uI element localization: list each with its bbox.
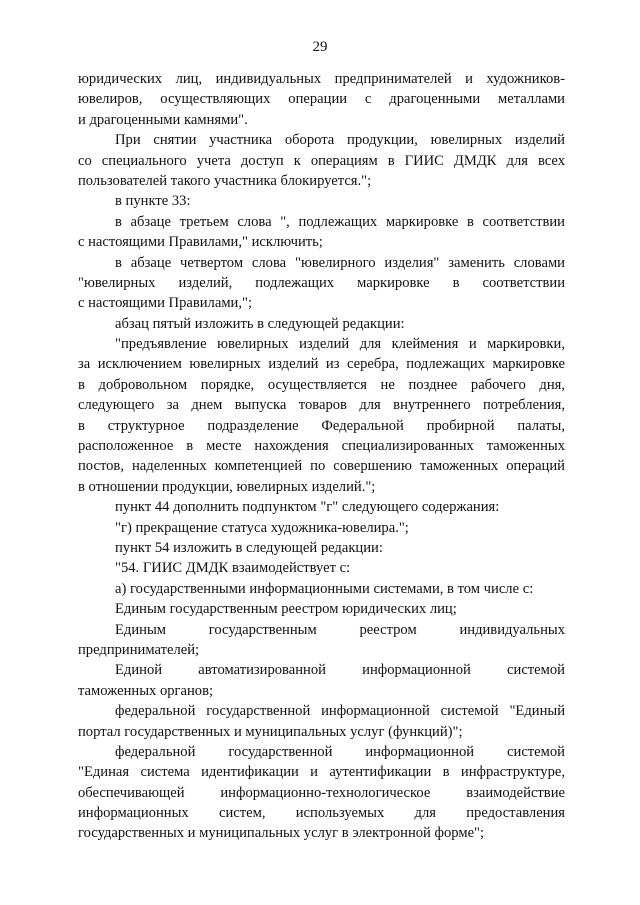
document-body — [78, 69, 565, 844]
text-line: "54. ГИИС ДМДК взаимодействует с: — [115, 560, 351, 577]
text-line: "Единая система идентификации и аутентификации в инфраструктуре, — [78, 764, 565, 781]
text-line: пункт 54 изложить в следующей редакции: — [115, 539, 383, 556]
text-line: пользователей такого участника блокируется."; — [78, 172, 372, 189]
text-line: "ювелирных изделий, подлежащих маркировке в соответствии — [78, 274, 565, 291]
text-line: в отношении продукции, ювелирных изделий."; — [78, 478, 376, 495]
text-line: с настоящими Правилами," исключить; — [78, 234, 323, 251]
text-line: с настоящими Правилами,"; — [78, 295, 253, 312]
page-number: 29 — [312, 39, 328, 55]
text-line: расположенное в месте нахождения специализированных таможенных — [78, 438, 565, 455]
text-line: "предъявление ювелирных изделий для клеймения и маркировки, — [115, 336, 565, 353]
text-line: и драгоценными камнями". — [78, 111, 248, 128]
text-line: государственных и муниципальных услуг в электронной форме"; — [78, 825, 485, 842]
text-line: ювелиров, осуществляющих операции с драгоценными металлами — [78, 91, 565, 108]
text-line: Единой автоматизированной информационной системой — [115, 662, 565, 679]
text-line: федеральной государственной информационной системой "Единый — [115, 703, 565, 720]
text-line: в структурное подразделение Федеральной пробирной палаты, — [78, 417, 565, 434]
text-line: со специального учета доступ к операциям в ГИИС ДМДК для всех — [78, 152, 565, 169]
text-line: обеспечивающей информационно-технологическое взаимодействие — [78, 784, 565, 801]
text-line: в абзаце четвертом слова "ювелирного изделия" заменить словами — [115, 254, 565, 271]
text-line: постов, наделенных компетенцией по совершению таможенных операций — [78, 458, 565, 475]
text-line: При снятии участника оборота продукции, ювелирных изделий — [115, 132, 565, 149]
text-line: абзац пятый изложить в следующей редакции: — [115, 315, 405, 332]
text-line: в добровольном порядке, осуществляется не позднее рабочего дня, — [78, 376, 565, 393]
text-line: юридических лиц, индивидуальных предпринимателей и художников- — [78, 71, 565, 87]
text-line: портал государственных и муниципальных услуг (функций)"; — [78, 723, 463, 740]
text-line: в абзаце третьем слова ", подлежащих маркировке в соответствии — [115, 213, 565, 230]
text-line: "г) прекращение статуса художника-ювелира."; — [115, 519, 409, 536]
text-line: Единым государственным реестром индивидуальных — [115, 621, 565, 638]
text-line: Единым государственным реестром юридических лиц; — [115, 601, 457, 618]
text-line: за исключением ювелирных изделий из серебра, подлежащих маркировке — [78, 356, 565, 373]
text-line: предпринимателей; — [78, 641, 200, 658]
text-line: таможенных органов; — [78, 682, 214, 699]
text-line: а) государственными информационными системами, в том числе с: — [115, 580, 534, 597]
text-line: в пункте 33: — [115, 193, 191, 210]
text-line: информационных систем, используемых для предоставления — [78, 805, 565, 822]
text-line: пункт 44 дополнить подпунктом "г" следующего содержания: — [115, 499, 500, 516]
text-line: следующего за днем выпуска товаров для внутреннего потребления, — [78, 397, 565, 414]
text-line: федеральной государственной информационной системой — [115, 743, 565, 760]
